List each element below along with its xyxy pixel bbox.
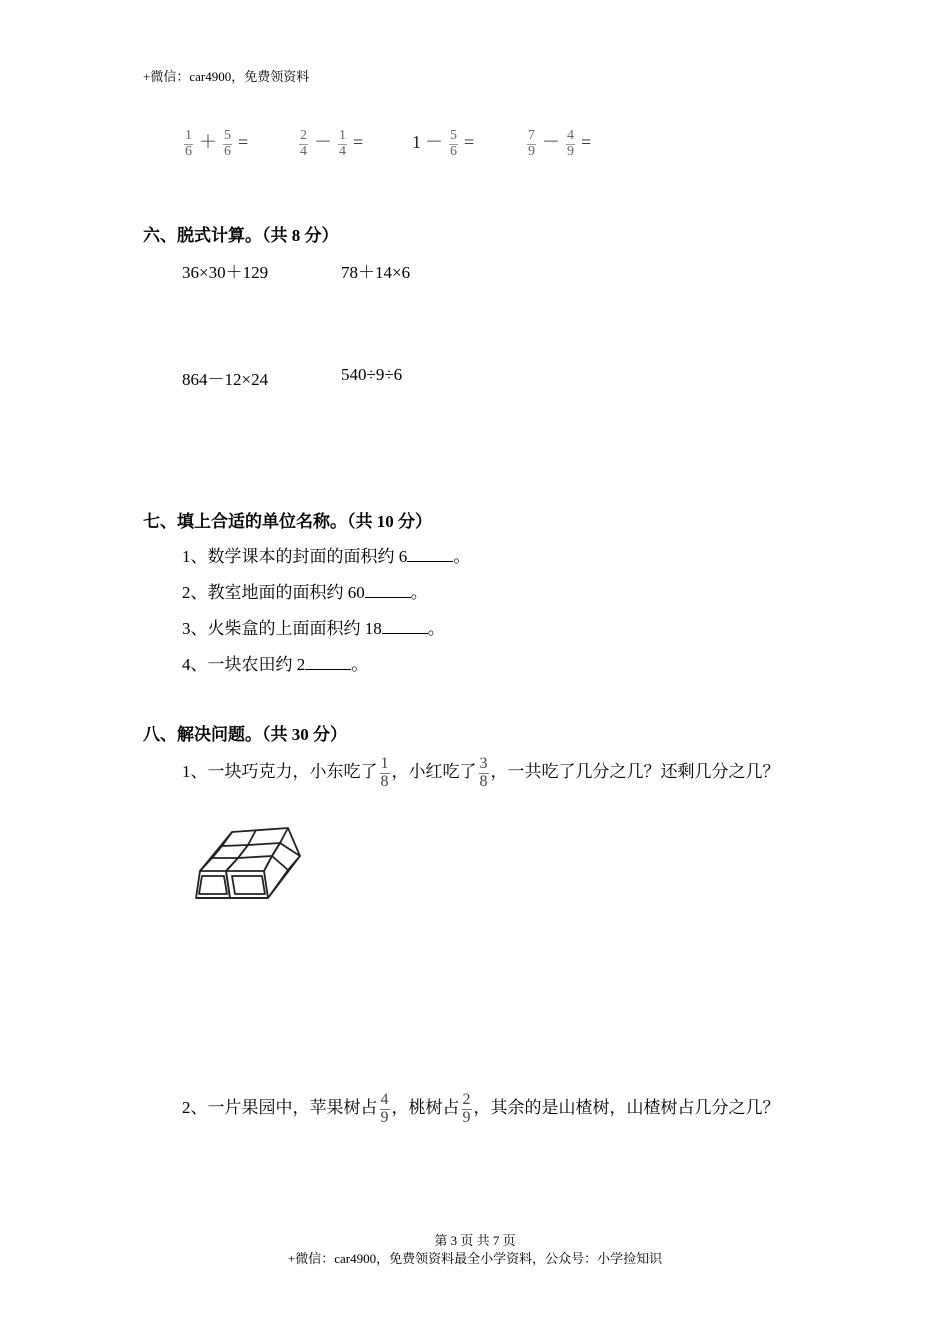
section6-problem-1: 36×30＋129 — [182, 263, 269, 282]
whole-number: 1 — [412, 132, 421, 152]
question-text: 2、一片果园中，苹果树占 — [182, 1098, 378, 1118]
section7-item-4 — [182, 650, 368, 675]
numerator: 3 — [479, 755, 488, 772]
denominator: 9 — [380, 1108, 389, 1126]
numerator: 5 — [224, 128, 231, 144]
answer-blank[interactable] — [407, 545, 453, 562]
denominator: 6 — [224, 143, 231, 159]
denominator: 9 — [528, 143, 535, 159]
section8-question-2 — [182, 1092, 780, 1127]
numerator: 2 — [462, 1091, 471, 1108]
numerator: 1 — [339, 128, 346, 144]
denominator: 9 — [462, 1108, 471, 1126]
section8-question-1 — [182, 756, 780, 791]
denominator: 4 — [339, 143, 346, 159]
answer-blank[interactable] — [382, 617, 428, 634]
item-text: 4、一块农田约 2 — [182, 655, 306, 674]
numerator: 1 — [185, 128, 192, 144]
denominator: 9 — [567, 143, 574, 159]
item-end: 。 — [410, 583, 428, 602]
section6-problem-4: 540÷9÷6 — [341, 365, 403, 384]
item-end: 。 — [427, 619, 445, 638]
equals-sign: = — [238, 132, 249, 152]
header-note: +微信：car4900，免费领资料 — [143, 69, 310, 84]
denominator: 8 — [479, 772, 488, 790]
denominator: 6 — [185, 143, 192, 159]
section7-title: 七、填上合适的单位名称。（共 10 分） — [143, 512, 432, 531]
numerator: 2 — [300, 128, 307, 144]
question-text: ，桃树占 — [391, 1098, 460, 1118]
section8-title: 八、解决问题。（共 30 分） — [143, 725, 347, 744]
item-end: 。 — [351, 655, 369, 674]
question-text: ，其余的是山楂树，山楂树占几分之几？ — [473, 1098, 780, 1118]
item-end: 。 — [453, 547, 471, 566]
answer-blank[interactable] — [305, 653, 351, 670]
operator: － — [314, 132, 332, 152]
denominator: 6 — [450, 143, 457, 159]
fraction-item-1 — [182, 128, 252, 160]
section6-problem-3: 864－12×24 — [182, 370, 269, 389]
section6-problem-2: 78＋14×6 — [341, 263, 411, 282]
numerator: 1 — [380, 755, 389, 772]
chocolate-bar-illustration — [192, 826, 304, 904]
footer-note: +微信：car4900，免费领资料最全小学资料，公众号：小学捡知识 — [287, 1251, 663, 1266]
item-text: 1、数学课本的封面的面积约 6 — [182, 547, 408, 566]
operator: － — [542, 132, 560, 152]
fraction-item-2 — [297, 128, 367, 160]
item-text: 3、火柴盒的上面面积约 18 — [182, 619, 382, 638]
question-text: ，一共吃了几分之几？还剩几分之几？ — [490, 762, 780, 782]
section7-item-1 — [182, 542, 470, 567]
section6-title: 六、脱式计算。（共 8 分） — [143, 226, 339, 245]
equals-sign: = — [353, 132, 364, 152]
equals-sign: = — [581, 132, 592, 152]
numerator: 7 — [528, 128, 535, 144]
question-text: ，小红吃了 — [391, 762, 477, 782]
section7-item-2 — [182, 578, 428, 603]
equals-sign: = — [464, 132, 475, 152]
denominator: 4 — [300, 143, 307, 159]
operator: － — [425, 132, 443, 152]
question-text: 1、一块巧克力，小东吃了 — [182, 762, 378, 782]
fraction-item-3 — [412, 128, 478, 160]
numerator: 5 — [450, 128, 457, 144]
numerator: 4 — [380, 1091, 389, 1108]
answer-blank[interactable] — [365, 581, 411, 598]
numerator: 4 — [567, 128, 574, 144]
page-number: 第 3 页 共 7 页 — [434, 1233, 516, 1248]
operator: ＋ — [199, 132, 217, 152]
section7-item-3 — [182, 614, 445, 639]
item-text: 2、教室地面的面积约 60 — [182, 583, 365, 602]
denominator: 8 — [380, 772, 389, 790]
fraction-item-4 — [525, 128, 595, 160]
